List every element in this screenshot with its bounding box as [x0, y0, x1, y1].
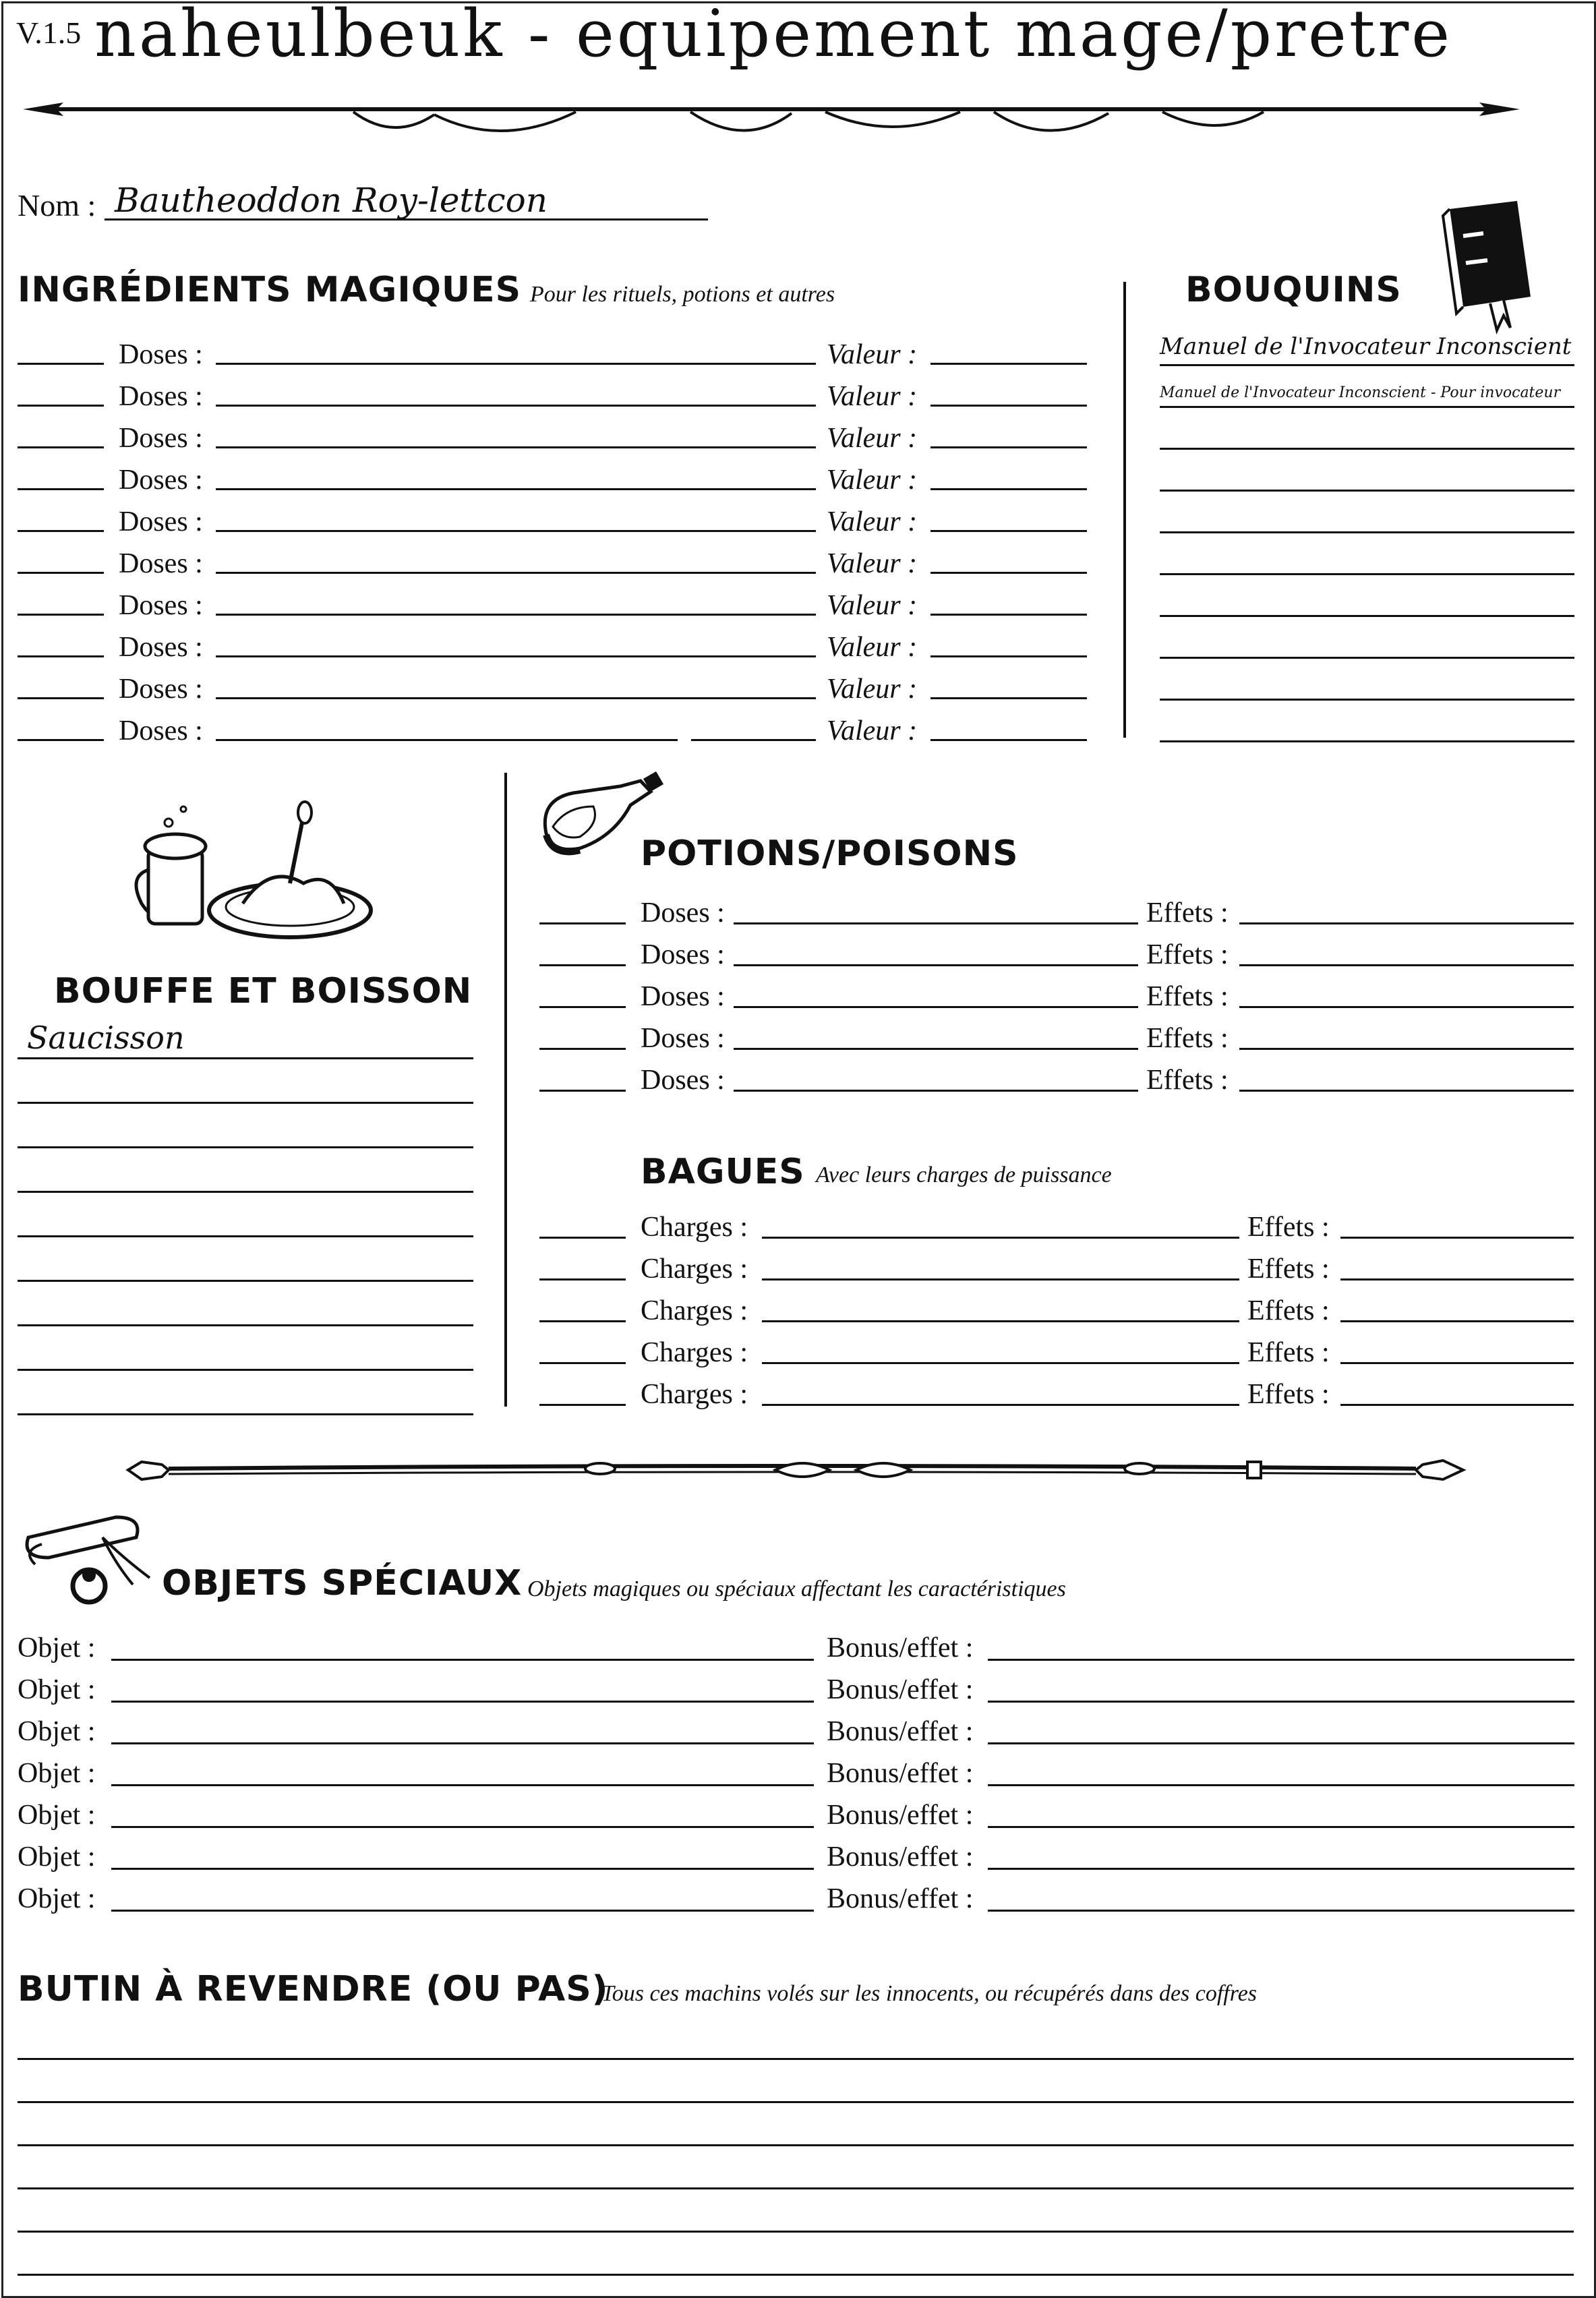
objet-line[interactable] [111, 1784, 814, 1786]
ingredient-doses-label: Doses : [119, 674, 203, 705]
ingredient-name-line[interactable] [216, 446, 816, 448]
version-label: V.1.5 [16, 16, 82, 50]
potion-doses-label: Doses : [641, 981, 725, 1012]
objet-label: Objet : [18, 1842, 96, 1873]
ingredients-subtitle: Pour les rituels, potions et autres [530, 282, 835, 307]
ingredient-doses-label: Doses : [119, 465, 203, 496]
bague-qty-line[interactable] [539, 1237, 626, 1239]
bague-effects-label: Effets : [1247, 1379, 1330, 1410]
objet-bonus-label: Bonus/effet : [827, 1716, 974, 1747]
bague-charges-label: Charges : [641, 1212, 748, 1243]
bague-effect-line[interactable] [1340, 1320, 1574, 1322]
name-label: Nom : [18, 188, 96, 223]
spear-divider-icon [16, 88, 1527, 148]
potion-qty-line[interactable] [539, 1090, 626, 1092]
butin-title: BUTIN À REVENDRE (OU PAS) [18, 1969, 609, 2009]
objet-bonus-label: Bonus/effet : [827, 1800, 974, 1831]
objet-line[interactable] [111, 1742, 814, 1744]
objet-bonus-line[interactable] [988, 1868, 1574, 1870]
scroll-ring-icon [15, 1510, 156, 1612]
magic-staff-icon [128, 1450, 1463, 1497]
bague-name-line[interactable] [762, 1362, 1239, 1364]
bague-qty-line[interactable] [539, 1320, 626, 1322]
ingredient-value-line[interactable] [930, 697, 1087, 699]
bouquin-line[interactable] [1160, 406, 1574, 408]
food-drink-icon [135, 796, 378, 944]
ingredient-value-label: Valeur : [827, 506, 918, 537]
objet-bonus-label: Bonus/effet : [827, 1883, 974, 1914]
bouquin-entry[interactable]: Manuel de l'Invocateur Inconscient [1160, 333, 1572, 360]
bouquin-line[interactable] [1160, 657, 1574, 659]
bague-effects-label: Effets : [1247, 1254, 1330, 1285]
objet-line[interactable] [111, 1701, 814, 1703]
potion-qty-line[interactable] [539, 964, 626, 966]
objet-label: Objet : [18, 1716, 96, 1747]
ingredient-qty-line[interactable] [18, 446, 104, 448]
bague-qty-line[interactable] [539, 1278, 626, 1280]
bouffe-line[interactable] [18, 1235, 473, 1237]
ingredient-value-line[interactable] [930, 572, 1087, 574]
bouffe-line[interactable] [18, 1146, 473, 1148]
objet-bonus-label: Bonus/effet : [827, 1674, 974, 1705]
potion-doses-label: Doses : [641, 897, 725, 929]
objet-bonus-line[interactable] [988, 1910, 1574, 1912]
potion-effects-label: Effets : [1146, 939, 1229, 970]
potion-qty-line[interactable] [539, 1048, 626, 1050]
bouquin-line[interactable] [1160, 448, 1574, 450]
bague-effect-line[interactable] [1340, 1404, 1574, 1406]
objet-line[interactable] [111, 1659, 814, 1661]
potion-name-line[interactable] [734, 964, 1138, 966]
objet-bonus-label: Bonus/effet : [827, 1842, 974, 1873]
potion-effect-line[interactable] [1239, 1006, 1574, 1008]
ingredient-value-line[interactable] [930, 655, 1087, 657]
ingredient-value-label: Valeur : [827, 632, 918, 663]
objet-bonus-line[interactable] [988, 1784, 1574, 1786]
bague-name-line[interactable] [762, 1404, 1239, 1406]
ingredient-name-line[interactable] [691, 739, 816, 741]
ingredient-doses-label: Doses : [119, 548, 203, 579]
butin-line[interactable] [18, 2058, 1574, 2060]
butin-subtitle: Tous ces machins volés sur les innocents, ou récupérés dans des coffres [601, 1981, 1258, 2006]
ingredient-value-line[interactable] [930, 363, 1087, 365]
objets-title: OBJETS SPÉCIAUX [162, 1563, 523, 1603]
objet-label: Objet : [18, 1632, 96, 1663]
ingredient-name-line[interactable] [216, 572, 816, 574]
objet-bonus-line[interactable] [988, 1742, 1574, 1744]
bague-name-line[interactable] [762, 1278, 1239, 1280]
ingredient-value-label: Valeur : [827, 381, 918, 412]
bague-name-line[interactable] [762, 1320, 1239, 1322]
ingredient-value-line[interactable] [930, 530, 1087, 532]
bague-charges-label: Charges : [641, 1379, 748, 1410]
objet-bonus-label: Bonus/effet : [827, 1632, 974, 1663]
ingredient-value-label: Valeur : [827, 339, 918, 370]
ingredient-doses-label: Doses : [119, 506, 203, 537]
bouffe-line[interactable] [18, 1191, 473, 1193]
ingredient-value-label: Valeur : [827, 465, 918, 496]
bouquin-line[interactable] [1160, 490, 1574, 492]
objet-label: Objet : [18, 1800, 96, 1831]
objets-subtitle: Objets magiques ou spéciaux affectant les caractéristiques [527, 1577, 1066, 1601]
ingredient-value-line[interactable] [930, 405, 1087, 407]
bouquin-entry[interactable]: Manuel de l'Invocateur Inconscient - Pour invocateur [1160, 384, 1561, 401]
potion-name-line[interactable] [734, 1006, 1138, 1008]
ingredient-value-line[interactable] [930, 739, 1087, 741]
ingredient-value-line[interactable] [930, 488, 1087, 490]
potion-effect-line[interactable] [1239, 922, 1574, 924]
potion-effects-label: Effets : [1146, 1065, 1229, 1096]
bouffe-title: BOUFFE ET BOISSON [54, 971, 473, 1011]
bague-charges-label: Charges : [641, 1337, 748, 1368]
ingredient-doses-label: Doses : [119, 423, 203, 454]
ingredient-value-label: Valeur : [827, 715, 918, 746]
bouquin-line[interactable] [1160, 740, 1574, 742]
ingredient-value-label: Valeur : [827, 423, 918, 454]
potion-qty-line[interactable] [539, 922, 626, 924]
potion-effect-line[interactable] [1239, 1090, 1574, 1092]
bague-effect-line[interactable] [1340, 1278, 1574, 1280]
objet-label: Objet : [18, 1883, 96, 1914]
ingredient-qty-line[interactable] [18, 655, 104, 657]
objet-bonus-line[interactable] [988, 1659, 1574, 1661]
ingredient-qty-line[interactable] [18, 405, 104, 407]
bague-charges-label: Charges : [641, 1295, 748, 1326]
bouquin-line[interactable] [1160, 699, 1574, 701]
potions-title: POTIONS/POISONS [641, 833, 1019, 874]
bague-effect-line[interactable] [1340, 1237, 1574, 1239]
bouquin-line[interactable] [1160, 615, 1574, 617]
bouffe-line[interactable] [18, 1413, 473, 1415]
ingredient-name-line[interactable] [216, 697, 816, 699]
objet-line[interactable] [111, 1868, 814, 1870]
ingredient-doses-label: Doses : [119, 339, 203, 370]
ingredient-name-line[interactable] [216, 739, 678, 741]
bouffe-entry[interactable]: Saucisson [27, 1020, 185, 1056]
bague-charges-label: Charges : [641, 1254, 748, 1285]
objet-line[interactable] [111, 1826, 814, 1828]
bouquin-line[interactable] [1160, 364, 1574, 366]
bouffe-line[interactable] [18, 1057, 473, 1059]
ingredient-qty-line[interactable] [18, 572, 104, 574]
potion-doses-label: Doses : [641, 939, 725, 970]
potion-effects-label: Effets : [1146, 897, 1229, 929]
bouffe-line[interactable] [18, 1369, 473, 1371]
butin-line[interactable] [18, 2187, 1574, 2189]
butin-line[interactable] [18, 2274, 1574, 2276]
potion-doses-label: Doses : [641, 1023, 725, 1054]
bagues-subtitle: Avec leurs charges de puissance [816, 1162, 1112, 1187]
ingredient-qty-line[interactable] [18, 488, 104, 490]
objet-bonus-line[interactable] [988, 1826, 1574, 1828]
ingredient-name-line[interactable] [216, 488, 816, 490]
ingredient-name-line[interactable] [216, 530, 816, 532]
ingredient-qty-line[interactable] [18, 739, 104, 741]
potion-qty-line[interactable] [539, 1006, 626, 1008]
ingredient-doses-label: Doses : [119, 381, 203, 412]
butin-line[interactable] [18, 2231, 1574, 2233]
bague-qty-line[interactable] [539, 1404, 626, 1406]
bague-name-line[interactable] [762, 1237, 1239, 1239]
bouffe-line[interactable] [18, 1324, 473, 1326]
objet-bonus-line[interactable] [988, 1701, 1574, 1703]
ingredient-doses-label: Doses : [119, 632, 203, 663]
bouquin-line[interactable] [1160, 573, 1574, 575]
objet-bonus-label: Bonus/effet : [827, 1758, 974, 1789]
ingredient-doses-label: Doses : [119, 715, 203, 746]
ingredient-value-label: Valeur : [827, 674, 918, 705]
ingredient-doses-label: Doses : [119, 590, 203, 621]
ingredient-qty-line[interactable] [18, 363, 104, 365]
ingredient-qty-line[interactable] [18, 530, 104, 532]
bague-effects-label: Effets : [1247, 1337, 1330, 1368]
name-underline [105, 218, 708, 220]
bague-effect-line[interactable] [1340, 1362, 1574, 1364]
bague-effects-label: Effets : [1247, 1212, 1330, 1243]
spellbook-icon [1436, 196, 1537, 337]
butin-line[interactable] [18, 2101, 1574, 2103]
ingredients-title: INGRÉDIENTS MAGIQUES [18, 270, 522, 310]
ingredient-name-line[interactable] [216, 655, 816, 657]
ingredient-qty-line[interactable] [18, 614, 104, 616]
middle-divider [504, 773, 507, 1407]
ingredient-value-line[interactable] [930, 614, 1087, 616]
potion-effects-label: Effets : [1146, 1023, 1229, 1054]
potion-effect-line[interactable] [1239, 1048, 1574, 1050]
bague-effects-label: Effets : [1247, 1295, 1330, 1326]
objet-label: Objet : [18, 1758, 96, 1789]
bague-qty-line[interactable] [539, 1362, 626, 1364]
ingredient-name-line[interactable] [216, 614, 816, 616]
potion-name-line[interactable] [734, 1048, 1138, 1050]
ingredient-name-line[interactable] [216, 363, 816, 365]
ingredients-divider [1123, 282, 1126, 738]
bagues-title: BAGUES [641, 1152, 805, 1192]
potion-effect-line[interactable] [1239, 964, 1574, 966]
objet-label: Objet : [18, 1674, 96, 1705]
bouffe-line[interactable] [18, 1280, 473, 1282]
bouquin-line[interactable] [1160, 531, 1574, 533]
bouffe-line[interactable] [18, 1102, 473, 1104]
page-title: naheulbeuk - equipement mage/pretre [94, 0, 1453, 71]
objet-line[interactable] [111, 1910, 814, 1912]
ingredient-value-label: Valeur : [827, 590, 918, 621]
name-value[interactable]: Bautheoddon Roy-lettcon [115, 181, 548, 220]
ingredient-value-line[interactable] [930, 446, 1087, 448]
ingredient-value-label: Valeur : [827, 548, 918, 579]
butin-line[interactable] [18, 2144, 1574, 2146]
potion-name-line[interactable] [734, 922, 1138, 924]
potion-name-line[interactable] [734, 1090, 1138, 1092]
potion-doses-label: Doses : [641, 1065, 725, 1096]
bouquins-title: BOUQUINS [1185, 270, 1402, 310]
ingredient-name-line[interactable] [216, 405, 816, 407]
ingredient-qty-line[interactable] [18, 697, 104, 699]
potion-effects-label: Effets : [1146, 981, 1229, 1012]
